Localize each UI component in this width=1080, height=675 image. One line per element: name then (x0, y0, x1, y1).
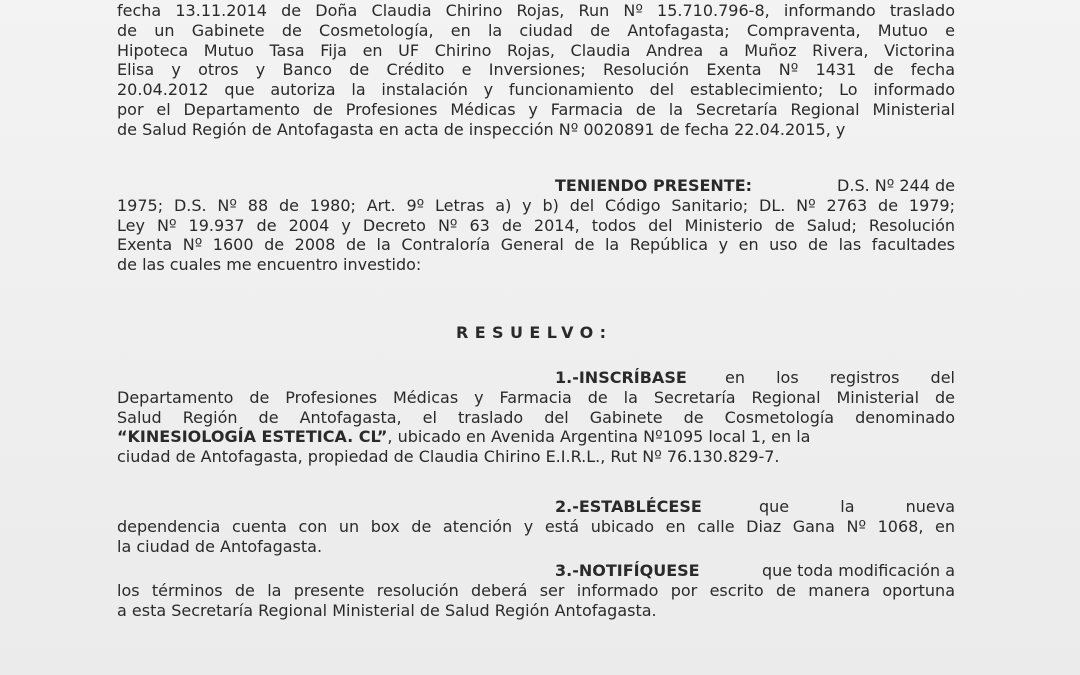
teniendo-label: TENIENDO PRESENTE: (555, 176, 753, 195)
item-1-first-rest (725, 368, 955, 388)
item-2-line: la ciudad de Antofagasta. (117, 536, 323, 556)
item-1-first-line (117, 368, 955, 388)
intro-line: Hipoteca Mutuo Tasa Fija en UF Chirino Rojas, Claudia Andrea a Muñoz Rivera, Victorina (117, 40, 955, 60)
item-2-first-rest: que la nueva (759, 497, 955, 516)
intro-line: de Salud Región de Antofagasta en acta de inspección Nº 0020891 de fecha 22.04.2015, y (117, 119, 846, 139)
intro-paragraph (117, 1, 955, 140)
intro-line: por el Departamento de Profesiones Médicas y Farmacia de la Secretaría Regional Ministerial (117, 99, 955, 119)
intro-line: fecha 13.11.2014 de Doña Claudia Chirino Rojas, Run Nº 15.710.796-8, informando traslado (117, 1, 955, 20)
establishment-name: “KINESIOLOGÍA ESTETICA. CL” (117, 427, 388, 447)
teniendo-line: Ley Nº 19.937 de 2004 y Decreto Nº 63 de 2014, todos del Ministerio de Salud; Resolución (117, 215, 955, 235)
item-3-first-line (117, 561, 955, 581)
item-3-label: 3.-NOTIFÍQUESE (555, 561, 700, 580)
item-3-line: los términos de la presente resolución deberá ser informado por escrito de manera oportuna (117, 580, 955, 600)
resuelvo-heading: RESUELVO: (456, 323, 613, 342)
item-1-name-line (117, 427, 955, 447)
item-3-first-rest: que toda modificación a (761, 561, 955, 580)
teniendo-presente-paragraph (117, 176, 955, 275)
teniendo-line: de las cuales me encuentro investido: (117, 255, 422, 275)
teniendo-first-line (117, 176, 955, 196)
item-1-name-rest: , ubicado en Avenida Argentina Nº1095 local 1, en la (387, 427, 811, 447)
item-2-paragraph (117, 497, 955, 556)
item-2-label: 2.-ESTABLÉCESE (555, 497, 702, 516)
item-1-label: 1.-INSCRÍBASE (555, 368, 687, 387)
item-3-line: a esta Secretaría Regional Ministerial de Salud Región Antofagasta. (117, 600, 657, 620)
item-2-line: dependencia cuenta con un box de atención y está ubicado en calle Diaz Gana Nº 1068, en (117, 516, 955, 536)
item-1-line: ciudad de Antofagasta, propiedad de Claudia Chirino E.I.R.L., Rut Nº 76.130.829-7. (117, 447, 780, 467)
teniendo-first-rest: D.S. Nº 244 de (837, 176, 955, 195)
item-1-first-rest-text: en los registros del (725, 368, 955, 387)
item-1-paragraph (117, 368, 955, 467)
teniendo-line: Exenta Nº 1600 de 2008 de la Contraloría General de la República y en uso de las facultades (117, 235, 955, 255)
intro-line: 20.04.2012 que autoriza la instalación y funcionamiento del establecimiento; Lo informado (117, 80, 955, 100)
item-3-paragraph (117, 561, 955, 620)
intro-line: Elisa y otros y Banco de Crédito e Inversiones; Resolución Exenta Nº 1431 de fecha (117, 60, 955, 80)
item-1-line: Salud Región de Antofagasta, el traslado del Gabinete de Cosmetología denominado (117, 407, 955, 427)
intro-line: de un Gabinete de Cosmetología, en la ciudad de Antofagasta; Compraventa, Mutuo e (117, 20, 955, 40)
item-1-line: Departamento de Profesiones Médicas y Farmacia de la Secretaría Regional Ministerial de (117, 387, 955, 407)
teniendo-line: 1975; D.S. Nº 88 de 1980; Art. 9º Letras a) y b) del Código Sanitario; DL. Nº 2763 de 1979; (117, 195, 955, 215)
item-2-first-line (117, 497, 955, 517)
